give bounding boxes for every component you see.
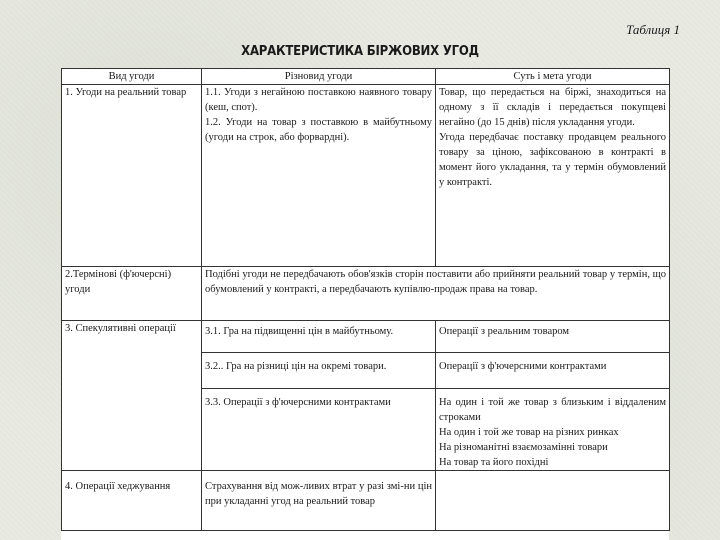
essence-item: Товар, що передається на біржі, знаходиться на одному з її складів і передається покупцеві негайно (до 15 днів) після укладання угоди. <box>439 87 666 128</box>
table-sheet <box>61 68 669 540</box>
deal-essence-cell <box>436 389 670 471</box>
table-row <box>62 321 670 353</box>
table-row <box>62 471 670 531</box>
essence-item: Угода передбачає поставку продавцем реального товару за ціною, зафіксованою в контракті в момент його укладання, та у термін обумовлений у контракті. <box>439 132 666 188</box>
deal-variety-cell <box>202 85 436 267</box>
header-row <box>62 69 670 85</box>
essence-line: На різноманітні взаємозамінні товари <box>439 442 608 453</box>
variety-item: 1.1. Угоди з негайною поставкою наявного товару (кеш, спот). <box>205 87 432 113</box>
deal-type-cell: 4. Операції хеджування <box>62 471 202 531</box>
essence-line: На один і той же товар на різних ринках <box>439 427 619 438</box>
deal-type-cell: 1. Угоди на реальний товар <box>62 85 202 267</box>
header-deal-essence: Суть і мета угоди <box>436 69 670 85</box>
deal-variety-cell: 3.1. Гра на підвищенні цін в майбутньому. <box>202 321 436 353</box>
document-title: ХАРАКТЕРИСТИКА БІРЖОВИХ УГОД <box>241 44 479 59</box>
header-deal-variety: Різновид угоди <box>202 69 436 85</box>
table-row <box>62 85 670 267</box>
exchange-deals-table <box>61 68 670 531</box>
deal-type-cell: 3. Спекулятивні операції <box>62 321 202 471</box>
variety-item: 1.2. Угоди на товар з поставкою в майбутньому (угоди на строк, або форвардні). <box>205 117 432 143</box>
deal-essence-cell: Операції з ф'ючерсними контрактами <box>436 353 670 389</box>
essence-line: На один і той же товар з близьким і віддаленим строками <box>439 397 666 423</box>
header-deal-type: Вид угоди <box>62 69 202 85</box>
deal-variety-cell: 3.2.. Гра на різниці цін на окремі товари. <box>202 353 436 389</box>
deal-essence-cell <box>436 85 670 267</box>
deal-type-cell: 2.Термінові (ф'ючерсні) угоди <box>62 267 202 321</box>
merged-description-cell: Подібні угоди не передбачають обов'язків сторін поставити або прийняти реальний товар у термін, що обумовлений у контракті, а передбачають купівлю-продаж права на товар. <box>202 267 670 321</box>
deal-variety-cell: Страхування від мож-ливих втрат у разі змі-ни цін при укладанні угод на реальний товар <box>202 471 436 531</box>
table-number-label: Таблиця 1 <box>626 22 680 37</box>
deal-essence-cell: Операції з реальним товаром <box>436 321 670 353</box>
deal-variety-cell: 3.3. Операції з ф'ючерсними контрактами <box>202 389 436 471</box>
essence-line: На товар та його похідні <box>439 457 549 468</box>
table-row <box>62 267 670 321</box>
deal-essence-cell <box>436 471 670 531</box>
